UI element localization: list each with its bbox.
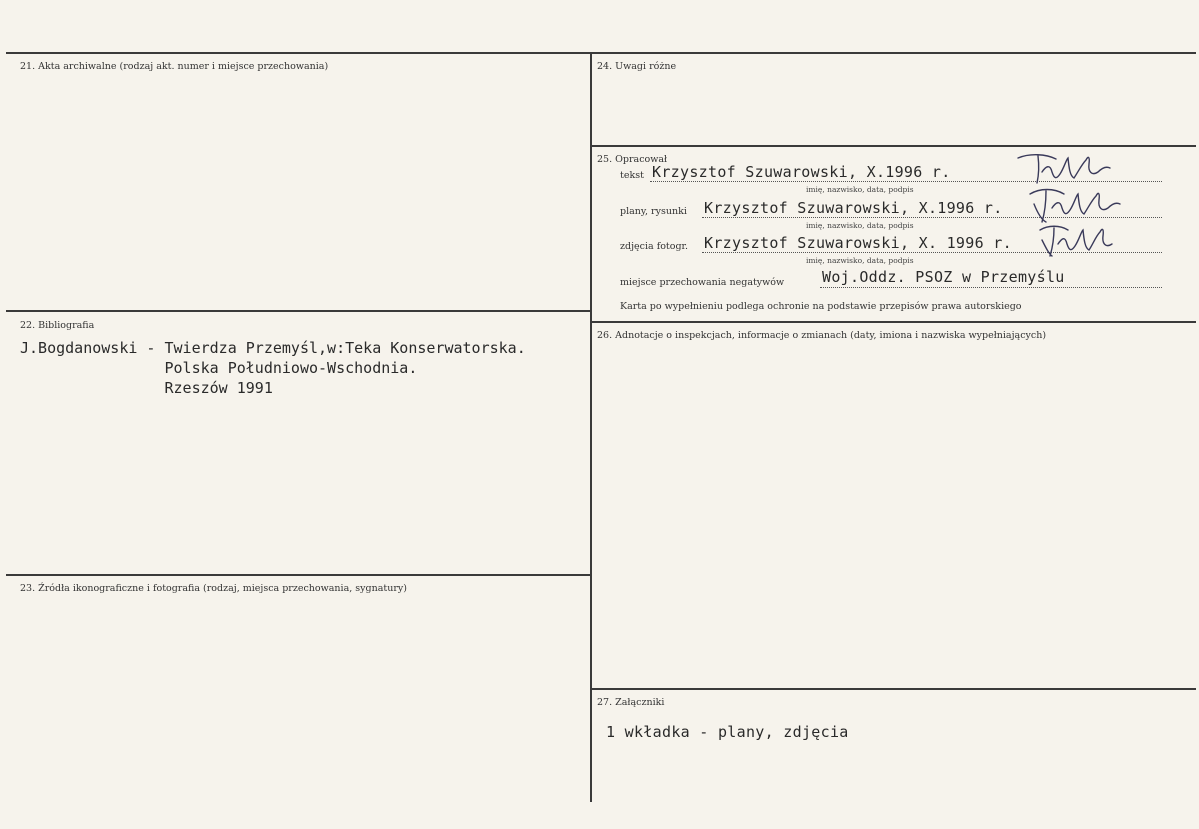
section-23-label: 23. Źródła ikonograficzne i fotografia (rodzaj, miejsca przechowania, sygnatury) — [20, 583, 407, 594]
plany-label: plany, rysunki — [620, 206, 687, 217]
caption-3: imię, nazwisko, data, podpis — [806, 256, 914, 265]
section-27-label: 27. Załączniki — [597, 697, 665, 708]
miejsce-dotted-line — [820, 287, 1162, 288]
zdjecia-value: Krzysztof Szuwarowski, X. 1996 r. — [704, 234, 1012, 252]
top-rule — [6, 52, 1196, 54]
copyright-note: Karta po wypełnieniu podlega ochronie na podstawie przepisów prawa autorskiego — [620, 301, 1022, 312]
plany-value: Krzysztof Szuwarowski, X.1996 r. — [704, 199, 1003, 217]
bibliography-line-1: J.Bogdanowski - Twierdza Przemyśl,w:Teka Konserwatorska. — [20, 339, 526, 357]
attachments-value: 1 wkładka - plany, zdjęcia — [606, 723, 849, 741]
divider-26-27 — [590, 688, 1196, 690]
bibliography-line-2: Polska Południowo-Wschodnia. — [20, 359, 418, 377]
miejsce-label: miejsce przechowania negatywów — [620, 277, 785, 288]
miejsce-value: Woj.Oddz. PSOZ w Przemyślu — [822, 268, 1065, 286]
signature-2 — [1024, 184, 1124, 224]
section-26-label: 26. Adnotacje o inspekcjach, informacje o zmianach (daty, imiona i nazwiska wypełniających) — [597, 330, 1047, 341]
caption-2: imię, nazwisko, data, podpis — [806, 221, 914, 230]
signature-3 — [1034, 222, 1124, 258]
section-24-label: 24. Uwagi różne — [597, 61, 677, 72]
bibliography-line-3: Rzeszów 1991 — [20, 379, 273, 397]
signature-1 — [1012, 150, 1122, 186]
section-21-label: 21. Akta archiwalne (rodzaj akt. numer i miejsce przechowania) — [20, 61, 329, 72]
divider-22-23 — [6, 574, 591, 576]
divider-24-25 — [590, 145, 1196, 147]
divider-25-26 — [590, 321, 1196, 323]
section-25-label: 25. Opracował — [597, 154, 668, 165]
section-22-label: 22. Bibliografia — [20, 320, 95, 331]
tekst-label: tekst — [620, 170, 644, 181]
divider-21-22 — [6, 310, 591, 312]
tekst-value: Krzysztof Szuwarowski, X.1996 r. — [652, 163, 951, 181]
zdjecia-label: zdjęcia fotogr. — [620, 241, 689, 252]
caption-1: imię, nazwisko, data, podpis — [806, 185, 914, 194]
